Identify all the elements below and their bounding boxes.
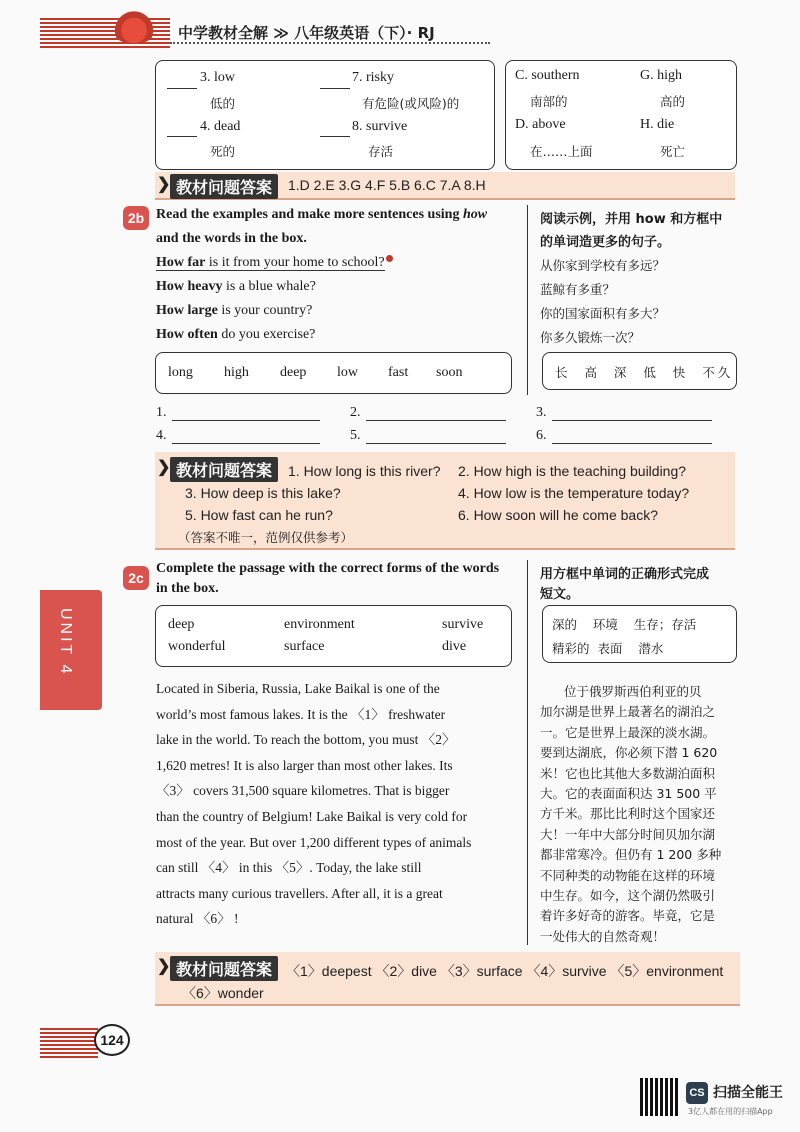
zh-instruction: 阅读示例，并用 how 和方框中 [540,212,723,227]
zh-passage-line: 位于俄罗斯西伯利亚的贝 [564,684,702,699]
answer-text: 4. How low is the temperature today? [458,485,690,501]
answer-text: 5. How fast can he run? [185,507,333,523]
example-rest: do you exercise? [217,327,316,342]
passage-line: natural 〈6〉 ! [156,911,239,927]
answer-input-line[interactable] [172,420,320,421]
word-box [155,605,512,667]
passage-line: Located in Siberia, Russia, Lake Baikal is one of the [156,681,440,696]
zh-passage-line: 大！一年中大部分时间贝加尔湖 [540,826,716,842]
answer-input-line[interactable] [366,443,506,444]
chevron-right-icon: ❯ [157,956,171,975]
vocab-item: 4. dead [200,119,241,134]
header-flower-icon [110,10,158,44]
answer-input-line[interactable] [366,420,506,421]
passage-line: than the country of Belgium! Lake Baikal is very cold for [156,808,468,824]
example-sentence [156,255,393,271]
word-box-item: long [168,365,193,380]
answer-text: 1.D 2.E 3.G 4.F 5.B 6.C 7.A 8.H [288,177,486,193]
column-divider [527,205,528,395]
vocab-option: C. southern [515,68,580,83]
blank-line [320,136,350,137]
answer-text: 1. How long is this river? [288,463,441,479]
blank-number: 5. [350,428,361,443]
example-rest: is your country? [217,303,313,318]
blank-number: 3. [536,405,547,420]
vocab-option-zh: 在……上面 [530,144,593,159]
zh-passage-line: 都非常寒冷。但仍有 1 200 多种 [540,847,722,863]
word-box-item: deep [280,365,307,380]
passage [156,676,516,932]
example-sentence [156,303,312,319]
passage-line: can still 〈4〉 in this 〈5〉. Today, the lake still [156,860,422,876]
zh-instruction: 短文。 [540,587,580,602]
header-title: 中学教材全解 ≫ 八年级英语（下）· RJ [178,24,435,42]
page-number-stripes [40,1026,98,1058]
instruction-part: Read the examples and make more sentences using [156,207,460,222]
word-box-item: survive [442,617,484,632]
zh-passage-line: 一。它是世界上最深的淡水湖。 [540,724,716,740]
answer-text: 〈1〉deepest 〈2〉dive 〈3〉surface 〈4〉survive 〈5〉environment [286,963,724,979]
zh-passage-line: 米！它也比其他大多数湖泊面积 [540,765,716,781]
column-divider [527,560,528,945]
instruction-text [156,207,487,223]
word-box-item: wonderful [168,639,226,654]
example-rest: is it from your home to school? [205,255,385,270]
answer-tag: 教材问题答案 [170,174,278,199]
zh-passage-line: 中生存。如今，这个湖仍然吸引 [540,888,716,904]
instruction-text: Complete the passage with the correct forms of the words [156,561,500,576]
blank-number: 6. [536,428,547,443]
section-badge: 2b [123,206,149,230]
vocab-item-zh: 低的 [210,96,236,111]
answer-text: 2. How high is the teaching building? [458,463,687,479]
vocab-option: H. die [640,117,675,132]
vocab-item-zh: 有危险(或风险)的 [362,96,460,111]
page-number: 124 [94,1024,130,1056]
vocab-item: 3. low [200,70,235,85]
zh-passage-line: 一处伟大的自然奇观！ [540,928,666,944]
zh-passage-line: 着许多好奇的游客。毕竟，它是 [540,908,716,924]
zh-passage-line: 大。它的表面面积达 31 500 平 [540,786,717,802]
zh-example: 从你家到学校有多远？ [540,258,666,273]
answer-text: 3. How deep is this lake? [185,485,341,501]
annotation-dot-icon [386,255,393,262]
blank-number: 4. [156,428,167,443]
answer-tag: 教材问题答案 [170,956,278,981]
word-box-item: high [224,365,249,380]
zh-passage-line: 不同种类的动物能在这样的环境 [540,867,716,883]
example-sentence [156,279,316,295]
passage-line: lake in the world. To reach the bottom, you must 〈2〉 [156,732,456,748]
passage-line: 1,620 metres! It is also larger than most other lakes. Its [156,757,453,773]
word-box-item: soon [436,365,463,380]
zh-example: 你多久锻炼一次？ [540,330,641,345]
zh-passage-line: 加尔湖是世界上最著名的湖泊之 [540,704,716,720]
vocab-option: G. high [640,68,682,83]
blank-line [320,88,350,89]
blank-line [167,136,197,137]
vocab-item-zh: 死的 [210,144,236,159]
blank-number: 1. [156,405,167,420]
zh-passage-line: 要到达湖底，你必须下潜 1 620 [540,745,718,761]
word-box-item: environment [284,617,355,632]
answer-note: （答案不唯一，范例仅供参考） [178,530,354,545]
vocab-item: 7. risky [352,70,394,85]
zh-word-box-items: 深的 环境 生存；存活 [552,617,697,632]
app-logo: CS [686,1082,708,1104]
app-name: 扫描全能王 [713,1085,783,1101]
section-badge: 2c [123,566,149,590]
qr-code-icon [640,1078,678,1116]
vocab-option-zh: 死亡 [660,144,686,159]
zh-instruction: 用方框中单词的正确形式完成 [540,567,710,582]
word-box-item: dive [442,639,467,654]
passage-line: attracts many curious travellers. After all, it is a great [156,885,443,901]
header-divider [170,42,490,44]
instruction-text: in the box. [156,581,219,596]
answer-input-line[interactable] [552,443,712,444]
passage-line: 〈3〉 covers 31,500 square kilometres. That is bigger [156,783,450,799]
zh-example: 你的国家面积有多大？ [540,306,666,321]
zh-passage-line: 方千米。那比比利时这个国家还 [540,806,716,822]
example-sentence [156,327,315,343]
answer-text: 6. How soon will he come back? [458,507,658,523]
example-bold: How large [156,303,218,318]
example-rest: is a blue whale? [222,279,316,294]
vocab-option-zh: 高的 [660,94,686,109]
example-bold: How far [156,255,206,270]
chevron-right-icon: ❯ [157,457,171,476]
instruction-keyword: how [462,207,488,222]
zh-word-box-items: 精彩的 表面 潜水 [552,641,664,656]
word-box-item: low [337,365,358,380]
unit-label: UNIT 4 [57,608,74,677]
answer-input-line[interactable] [172,443,320,444]
passage-line: world’s most famous lakes. It is the 〈1〉 freshwater [156,706,446,722]
zh-example: 蓝鲸有多重？ [540,282,616,297]
vocab-option-zh: 南部的 [530,94,568,109]
vocab-item-zh: 存活 [368,144,394,159]
vocab-option: D. above [515,117,566,132]
answer-tag: 教材问题答案 [170,457,278,482]
blank-number: 2. [350,405,361,420]
answer-text: 〈6〉wonder [182,985,264,1001]
example-bold: How heavy [156,279,223,294]
instruction-text: and the words in the box. [156,231,307,246]
chevron-right-icon: ❯ [157,174,171,193]
word-box-item: surface [284,639,325,654]
zh-word-box-items: 长 高 深 低 快 不久 [555,365,734,380]
word-box-item: deep [168,617,195,632]
zh-passage [540,682,721,947]
vocab-item: 8. survive [352,119,408,134]
passage-line: most of the year. But over 1,200 different types of animals [156,834,472,850]
example-bold: How often [156,327,218,342]
word-box-item: fast [388,365,409,380]
blank-line [167,88,197,89]
app-subtitle: 3亿人都在用的扫描App [688,1107,773,1116]
answer-input-line[interactable] [552,420,712,421]
zh-instruction: 的单词造更多的句子。 [540,235,671,250]
